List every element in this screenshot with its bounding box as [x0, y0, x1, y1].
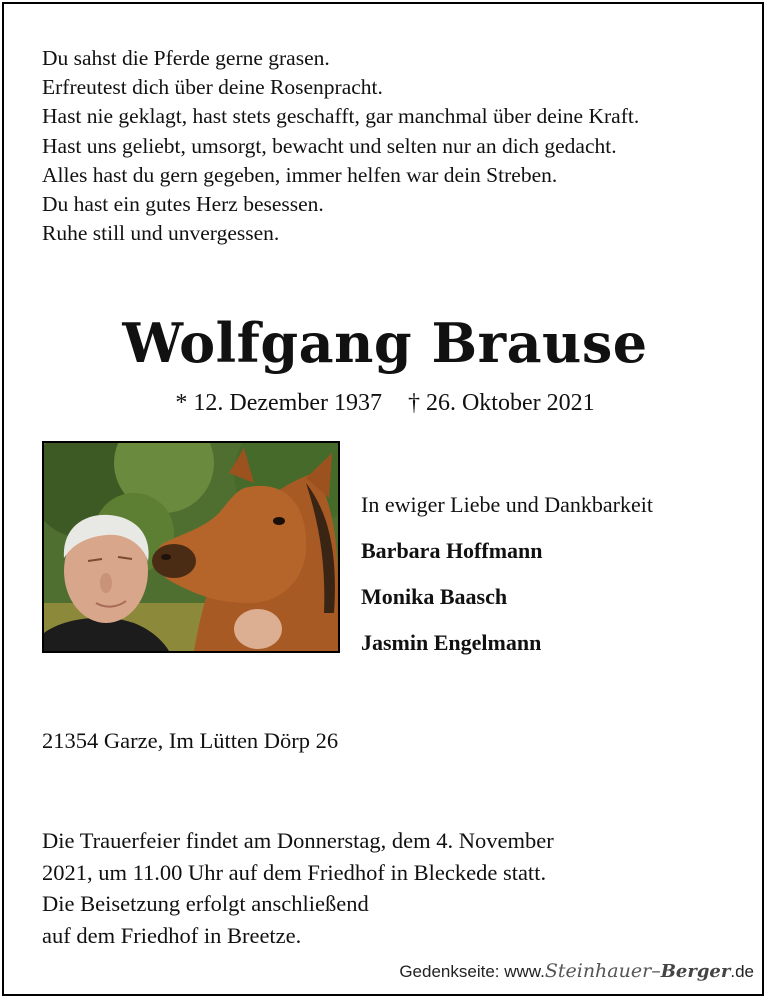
deceased-name: Wolfgang Brause — [122, 311, 648, 375]
ceremony-info — [42, 825, 742, 951]
ceremony-line: Die Beisetzung erfolgt anschließend — [42, 891, 369, 916]
poem-line: Hast nie geklagt, hast stets geschafft, gar manchmal über deine Kraft. — [42, 104, 640, 129]
ceremony-line: auf dem Friedhof in Breetze. — [42, 922, 302, 948]
brand-part2: Berger — [660, 961, 731, 982]
poem-line: Hast uns geliebt, umsorgt, bewacht und selten nur an dich gedacht. — [42, 133, 617, 158]
mourner-name: Monika Baasch — [361, 584, 508, 609]
poem-line: Erfreutest dich über deine Rosenpracht. — [42, 75, 383, 100]
ceremony-line: Die Trauerfeier findet am Donnerstag, dem 4. November — [42, 828, 554, 853]
footer-prefix: Gedenkseite: www. — [399, 962, 545, 981]
portrait-image — [44, 443, 338, 651]
life-dates — [0, 387, 770, 419]
portrait-photo — [42, 441, 340, 653]
birth-date: * 12. Dezember 1937 — [175, 390, 382, 416]
mourner-name: Jasmin Engelmann — [361, 630, 542, 655]
mourners-block — [361, 490, 751, 658]
address: 21354 Garze, Im Lütten Dörp 26 — [42, 728, 339, 753]
death-date: † 26. Oktober 2021 — [407, 390, 595, 416]
poem — [42, 44, 742, 248]
mourners-intro: In ewiger Liebe und Dankbarkeit — [361, 492, 653, 517]
poem-line: Du sahst die Pferde gerne grasen. — [42, 46, 330, 70]
memorial-page-link[interactable] — [399, 960, 754, 982]
poem-line: Alles hast du gern gegeben, immer helfen war dein Streben. — [42, 162, 558, 187]
brand-part1: Steinhauer — [544, 960, 652, 982]
ceremony-line: 2021, um 11.00 Uhr auf dem Friedhof in Bleckede statt. — [42, 859, 547, 885]
mourner-name: Barbara Hoffmann — [361, 538, 543, 563]
poem-line: Ruhe still und unvergessen. — [42, 221, 280, 246]
footer-suffix: .de — [730, 962, 754, 981]
brand-separator: – — [651, 960, 661, 982]
poem-line: Du hast ein gutes Herz besessen. — [42, 192, 324, 217]
